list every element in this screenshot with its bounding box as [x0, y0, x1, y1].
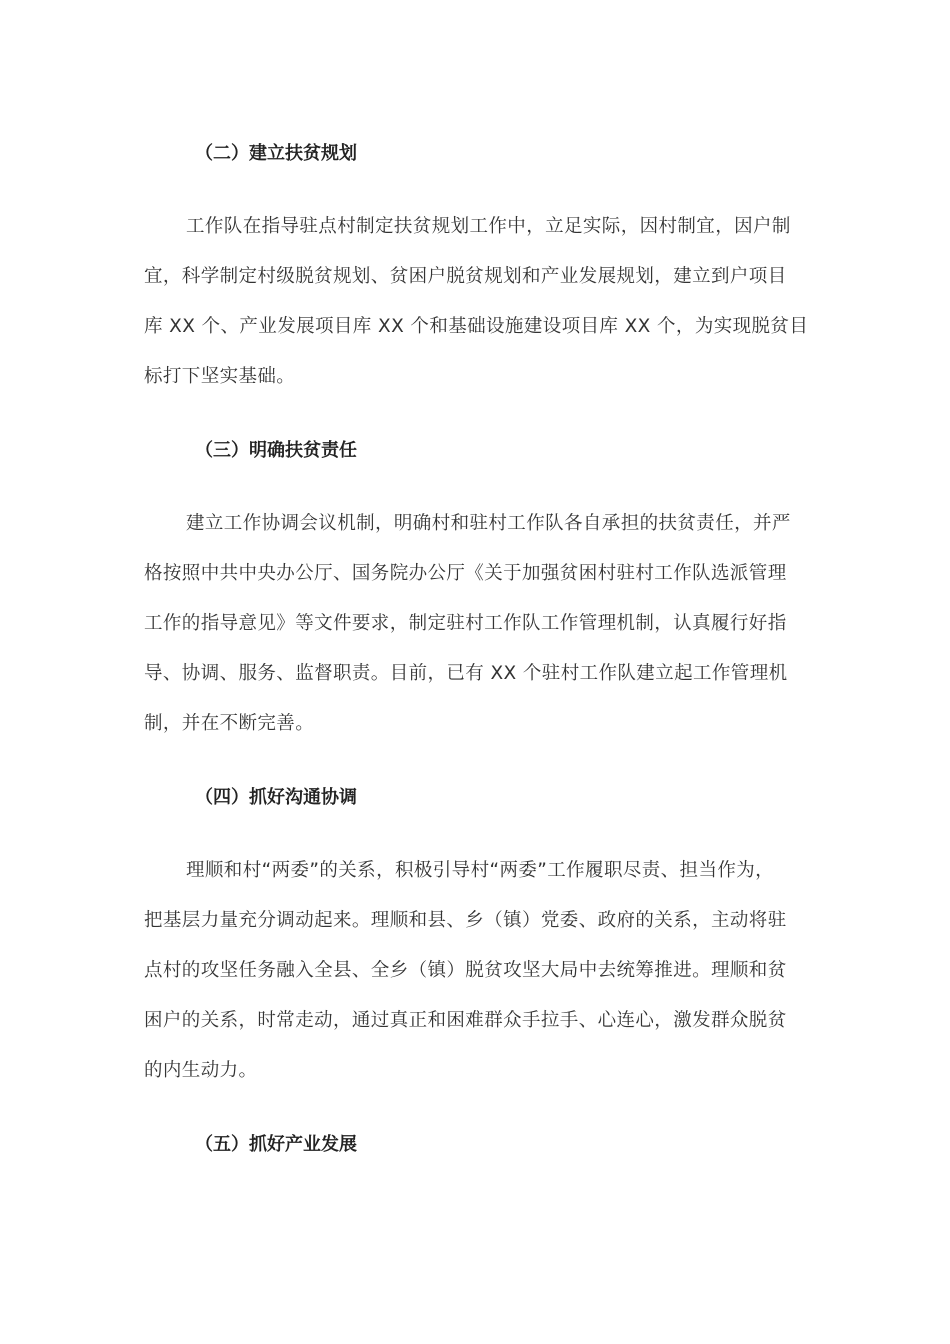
paragraph-line: 建立工作协调会议机制，明确村和驻村工作队各自承担的扶贫责任，并严 — [186, 513, 791, 534]
paragraph-line: 的内生动力。 — [144, 1060, 258, 1081]
paragraph-line: 把基层力量充分调动起来。理顺和县、乡（镇）党委、政府的关系，主动将驻 — [144, 910, 787, 931]
paragraph-line: 导、协调、服务、监督职责。目前，已有 XX 个驻村工作队建立起工作管理机 — [144, 663, 788, 684]
paragraph-line: 点村的攻坚任务融入全县、全乡（镇）脱贫攻坚大局中去统筹推进。理顺和贫 — [144, 960, 787, 981]
paragraph-line: 宜，科学制定村级脱贫规划、贫困户脱贫规划和产业发展规划，建立到户项目 — [144, 266, 787, 287]
paragraph-line: 困户的关系，时常走动，通过真正和困难群众手拉手、心连心，激发群众脱贫 — [144, 1010, 787, 1031]
paragraph-line: 库 XX 个、产业发展项目库 XX 个和基础设施建设项目库 XX 个，为实现脱贫目 — [144, 316, 809, 337]
paragraph-line: 工作队在指导驻点村制定扶贫规划工作中，立足实际，因村制宜，因户制 — [186, 216, 791, 237]
paragraph-line: 格按照中共中央办公厅、国务院办公厅《关于加强贫困村驻村工作队选派管理 — [144, 563, 787, 584]
paragraph-line: 制，并在不断完善。 — [144, 713, 315, 734]
section-heading: （五）抓好产业发展 — [195, 1134, 357, 1155]
paragraph-line: 工作的指导意见》等文件要求，制定驻村工作队工作管理机制，认真履行好指 — [144, 613, 787, 634]
section-heading: （二）建立扶贫规划 — [195, 143, 357, 164]
section-heading: （四）抓好沟通协调 — [195, 787, 357, 808]
paragraph-line: 标打下坚实基础。 — [144, 366, 296, 387]
section-heading: （三）明确扶贫责任 — [195, 440, 357, 461]
paragraph-line: 理顺和村“两委”的关系，积极引导村“两委”工作履职尽责、担当作为， — [186, 860, 775, 881]
